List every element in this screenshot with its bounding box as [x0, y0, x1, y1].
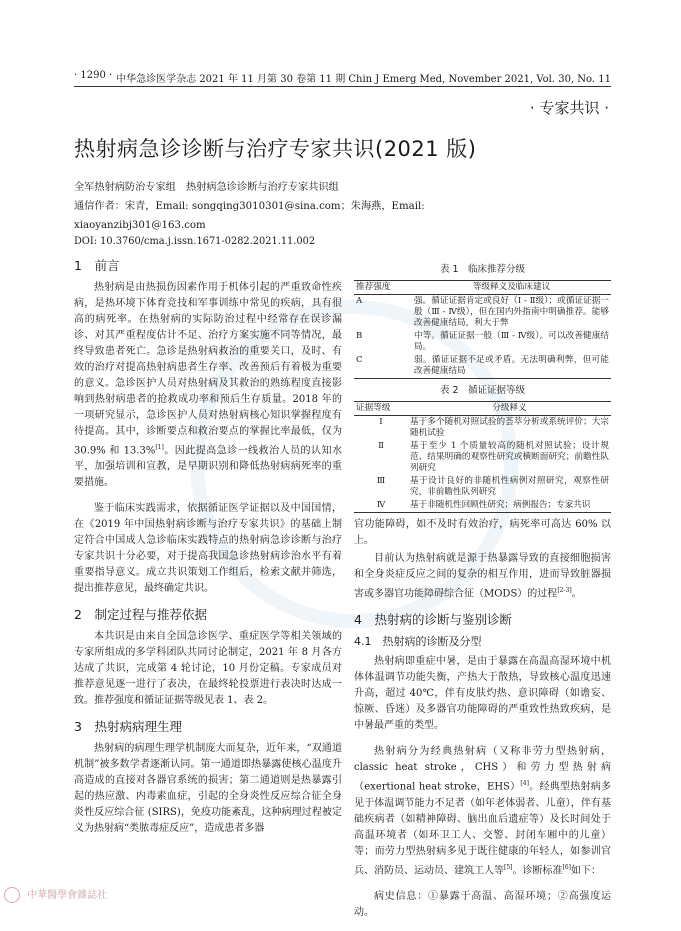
- section-1-paragraph-2: 鉴于临床实践需求，依据循证医学证据以及中国国情，在《2019 年中国热射病诊断与治疗专家共识》的基础上制定符合中国成人急诊临床实践特点的热射病急诊诊断与治疗专家共识十分必要，对于提高我国急诊热射病诊治水平有着重要指导意义。成立共识策划工作组后，检索文献并筛选，提出推荐意见，最终确定共识。: [74, 503, 342, 595]
- table-1-caption: 表 1 临床推荐分级: [439, 264, 526, 275]
- section-2-paragraph-1: 本共识是由来自全国急诊医学、重症医学等相关领域的专家所组成的多学科团队共同讨论制定，2021 年 8 月各方达成了共识，完成第 4 轮讨论，10 月份定稿。专家成员对推荐意见逐一进行了表决，在最终轮投票进行表决时达成一致。推荐强度和循证证据等级见表 1、表 2。: [74, 631, 342, 707]
- table-2-header: 分级释义: [408, 402, 611, 416]
- section-4-paragraph-2: 热射病分为经典热射病（又称非劳力型热射病，classic heat stroke，CHS）和劳力型热射病（exertional heat stroke，EHS）[4]。经典型热射病多见于体温调节能力不足者（如年老体弱者、儿童），伴有基础疾病者（如精神障碍、脑出血后遗症等）及长时间处于高温环境者（如环卫工人、交警、封闭车厢中的儿童）等；而劳力型热射病多见于既往健康的年轻人，如参训官兵、消防员、运动员、建筑工人等[5]。诊断标准[6]如下：: [354, 746, 612, 876]
- section-3-paragraph-1: 热射病的病理生理学机制庞大而复杂，近年来，“双通道机制”被多数学者逐渐认同。第一通道即热暴露使核心温度升高造成的直接对各器官系统的损害；第二通道则是热暴露引起的热应激、内毒素血症，引起的全身炎性反应综合征全身炎性反应综合征 (SIRS)，免疫功能紊乱，这种病理过程被定义为热射病“类脓毒症反应”，造成患者多器: [74, 743, 342, 835]
- header-rule: [74, 86, 611, 87]
- table-row: Ⅱ 基于至少 1 个质量较高的随机对照试验；设计规范、结果明确的观察性研究或横断面研究；前瞻性队列研究: [378, 441, 609, 473]
- section-1-heading: 1 前言: [74, 258, 120, 273]
- section-1-paragraph-1: 热射病是由热损伤因素作用于机体引起的严重致命性疾病，是热环境下体育竞技和军事训练中常见的疾病，具有很高的病死率。在热射病的实际防治过程中经常存在误诊漏诊、对其严重程度估计不足、治疗方案实施不同等情况，最终导致患者死亡。急诊是热射病救治的重要关口，及时、有效的治疗对提高热射病患者生存率、改善预后有着极为重要的意义。急诊医护人员对热射病及其救治的熟练程度直接影响到热射病患者的抢救成功率和预后生存质量。2018 年的一项研究显示，急诊医护人员对热射病核心知识掌握程度有待提高。其中，诊断要点和救治要点的掌握比率最低，仅为 30.9% 和 13.3%[1]。因此提高急诊一线救治人员的认知水平，加强培训和宣教，是早期识别和降低热射病病死率的重要措施。: [74, 282, 342, 489]
- page-number: · 1290 ·: [74, 70, 113, 81]
- article-title: 热射病急诊诊断与治疗专家共识(2021 版): [74, 137, 477, 161]
- table-row: Ⅳ 基于非随机性回顾性研究；病例报告；专家共识: [354, 499, 611, 513]
- publisher-seal-icon: [4, 887, 20, 903]
- running-header: [74, 70, 611, 85]
- table-row: Ⅲ 基于设计良好的非随机性病例对照研究，观察性研究，非前瞻性队列研究: [376, 476, 609, 497]
- right-column: [354, 262, 611, 931]
- right-continuation-2: 目前认为热射病就是源于热暴露导致的直接细胞损害和全身炎症反应之间的复杂的相互作用，进而导致脏器损害或多器官功能障碍综合征（MODS）的过程[2-3]。: [354, 553, 611, 600]
- section-tag: · 专家共识 ·: [529, 99, 609, 117]
- right-continuation-1: 官功能障碍，如不及时有效治疗，病死率可高达 60% 以上。: [354, 519, 611, 546]
- correspondence: 通信作者：宋青，Email: songqing3010301@sina.com；朱海燕，Email:: [74, 201, 425, 212]
- section-3-heading: 3 热射病病理生理: [74, 719, 182, 735]
- table-2-caption: 表 2 循证证据等级: [439, 385, 526, 396]
- table-1: [354, 280, 611, 379]
- section-4-heading: 4 热射病的诊断与鉴别诊断: [354, 612, 512, 628]
- section-4-paragraph-1: 热射病即重症中暑，是由于暴露在高温高湿环境中机体体温调节功能失衡，产热大于散热，导致核心温度迅速升高，超过 40℃，伴有皮肤灼热、意识障碍（如谵妄、惊厥、昏迷）及多器官功能障碍的严重致性热致疾病，是中暑最严重的类型。: [354, 656, 611, 732]
- doi: DOI: 10.3760/cma.j.issn.1671-0282.2021.11.002: [74, 236, 316, 247]
- table-2: [354, 401, 611, 513]
- authors: 全军热射病防治专家组 热射病急诊诊断与治疗专家共识组: [74, 182, 339, 193]
- section-4-1-heading: 4.1 热射病的诊断及分型: [354, 635, 482, 649]
- journal-citation: 中华急诊医学杂志 2021 年 11 月第 30 卷第 11 期 Chin J Emerg Med, November 2021, Vol. 30, No. 11: [116, 74, 611, 85]
- table-1-header: 推荐强度: [354, 281, 412, 295]
- left-column: [74, 258, 342, 847]
- table-row: B 中等。循证证据一般（Ⅲ - Ⅳ级）。可以改善健康结局。: [356, 331, 609, 352]
- section-2-heading: 2 制定过程与推荐依据: [74, 607, 207, 623]
- table-row: Ⅰ 基于多个随机对照试验的荟萃分析或系统评价；大宗随机试验: [379, 417, 609, 438]
- table-row: C 弱。循证证据不足或矛盾。无法明确利弊，但可能改善健康结局: [354, 354, 611, 379]
- table-1-header: 等级释义及临床建议: [412, 281, 611, 295]
- table-2-header: 证据等级: [354, 402, 408, 416]
- table-row: A 强。循证证据肯定或良好（Ⅰ - Ⅱ级）；或循证证据一般（Ⅲ - Ⅳ级），但在国内外指南中明确推荐。能够改善健康结局，利大于弊: [356, 296, 609, 328]
- email-continued: xiaoyanzibj301@163.com: [74, 220, 206, 231]
- section-4-paragraph-3: 病史信息：①暴露于高温、高湿环境；②高强度运动。: [354, 890, 611, 918]
- publisher-logo: 中華醫學會雜誌社: [4, 886, 107, 903]
